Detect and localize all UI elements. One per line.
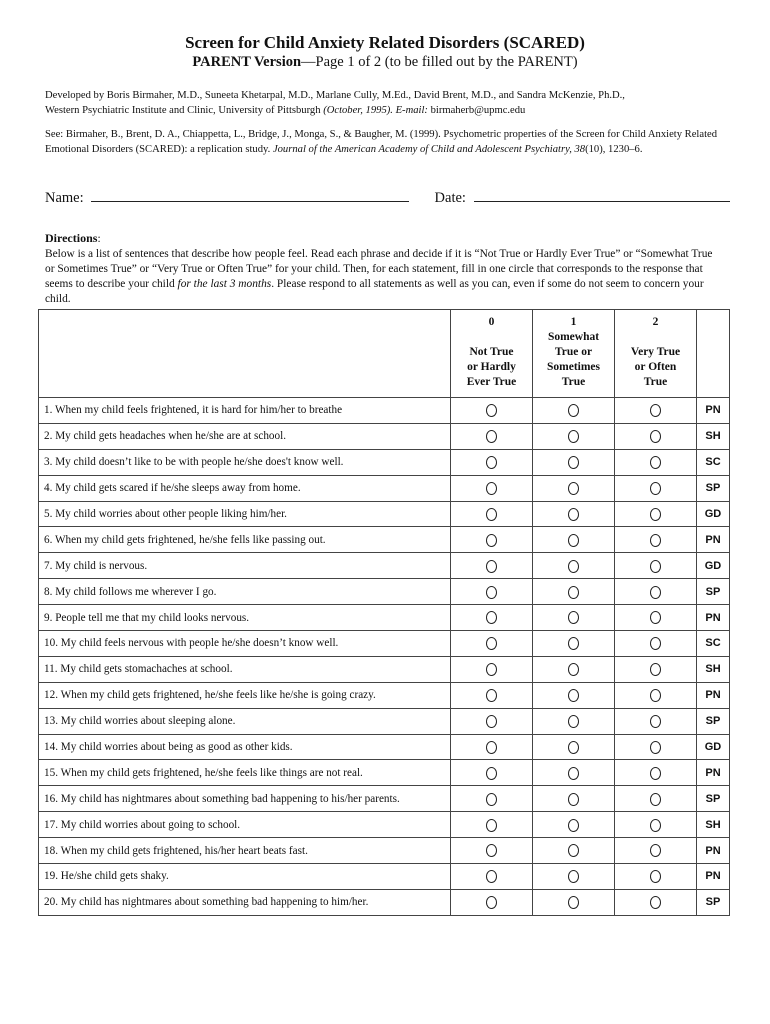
response-circle-1[interactable] (568, 793, 579, 806)
response-circle-1[interactable] (568, 689, 579, 702)
table-row (39, 553, 730, 579)
response-circle-2[interactable] (650, 663, 661, 676)
response-cell (615, 527, 697, 553)
response-cell (533, 708, 615, 734)
response-column-header (451, 310, 533, 398)
response-cell (533, 475, 615, 501)
table-row (39, 475, 730, 501)
response-cell (615, 553, 697, 579)
table-row (39, 398, 730, 424)
response-cell (533, 656, 615, 682)
table-row (39, 579, 730, 605)
response-circle-2[interactable] (650, 611, 661, 624)
response-circle-2[interactable] (650, 560, 661, 573)
subscale-code: SP (697, 786, 730, 812)
question-text: 6. When my child gets frightened, he/she fells like passing out. (39, 527, 451, 553)
directions (45, 231, 715, 307)
response-cell (615, 605, 697, 631)
response-label-line: Ever True (466, 376, 517, 388)
credits-date: (October, 1995). E-mail: (323, 104, 428, 116)
response-circle-2[interactable] (650, 534, 661, 547)
question-text: 5. My child worries about other people liking him/her. (39, 501, 451, 527)
table-row (39, 889, 730, 915)
response-cell (451, 786, 533, 812)
response-cell (615, 786, 697, 812)
table-row (39, 501, 730, 527)
response-cell (533, 786, 615, 812)
subscale-code: SH (697, 812, 730, 838)
response-circle-1[interactable] (568, 715, 579, 728)
response-cell (615, 864, 697, 890)
response-cell (615, 398, 697, 424)
subscale-code: SP (697, 579, 730, 605)
response-cell (533, 631, 615, 657)
response-circle-1[interactable] (568, 870, 579, 883)
response-circle-2[interactable] (650, 715, 661, 728)
response-label-line: Not True (469, 346, 514, 358)
response-cell (451, 889, 533, 915)
table-row (39, 656, 730, 682)
question-column-header (39, 310, 451, 398)
credits (45, 89, 735, 118)
response-circle-2[interactable] (650, 741, 661, 754)
response-circle-0[interactable] (486, 793, 497, 806)
response-circle-2[interactable] (650, 896, 661, 909)
response-cell (451, 812, 533, 838)
response-cell (451, 734, 533, 760)
response-circle-1[interactable] (568, 611, 579, 624)
response-cell (533, 527, 615, 553)
response-cell (451, 838, 533, 864)
question-text: 11. My child gets stomachaches at school. (39, 656, 451, 682)
response-cell (533, 734, 615, 760)
questionnaire-table (38, 309, 730, 916)
response-cell (451, 708, 533, 734)
response-circle-2[interactable] (650, 819, 661, 832)
response-cell (451, 553, 533, 579)
response-score: 1 (570, 316, 577, 328)
table-row (39, 760, 730, 786)
table-row (39, 864, 730, 890)
response-circle-2[interactable] (650, 586, 661, 599)
response-circle-1[interactable] (568, 637, 579, 650)
response-cell (533, 449, 615, 475)
directions-text-end: . Please respond to all statements as well as you can, even if some do not seem to concern your child. (45, 278, 704, 305)
name-label: Name: (45, 190, 84, 206)
table-row (39, 527, 730, 553)
response-circle-1[interactable] (568, 430, 579, 443)
response-circle-0[interactable] (486, 741, 497, 754)
table-row (39, 682, 730, 708)
question-text: 3. My child doesn’t like to be with people he/she does't know well. (39, 449, 451, 475)
response-circle-0[interactable] (486, 663, 497, 676)
response-column-header (533, 310, 615, 398)
response-cell (615, 838, 697, 864)
response-label-line: Sometimes (546, 361, 600, 373)
response-cell (451, 631, 533, 657)
question-text: 14. My child worries about being as good as other kids. (39, 734, 451, 760)
response-circle-2[interactable] (650, 637, 661, 650)
response-cell (615, 760, 697, 786)
response-circle-0[interactable] (486, 560, 497, 573)
question-text: 10. My child feels nervous with people he/she doesn’t know well. (39, 631, 451, 657)
question-text: 8. My child follows me wherever I go. (39, 579, 451, 605)
response-cell (451, 527, 533, 553)
subscale-code: SP (697, 889, 730, 915)
directions-colon: : (97, 233, 101, 245)
response-cell (615, 501, 697, 527)
response-circle-0[interactable] (486, 456, 497, 469)
credits-authors: Developed by Boris Birmaher, M.D., Suneeta Khetarpal, M.D., Marlane Cully, M.Ed., David Brent, M.D., and Sandra McKenzie, Ph.D., (45, 90, 625, 101)
response-cell (615, 631, 697, 657)
response-label-line: Very True (630, 346, 681, 358)
response-circle-2[interactable] (650, 844, 661, 857)
response-label-line: True or (554, 346, 593, 358)
subscale-code: PN (697, 527, 730, 553)
subscale-code: PN (697, 760, 730, 786)
subscale-code: PN (697, 838, 730, 864)
directions-heading: Directions (45, 231, 98, 245)
response-cell (533, 553, 615, 579)
citation-journal: Journal of the American Academy of Child and Adolescent Psychiatry, 38 (272, 143, 586, 155)
response-cell (451, 501, 533, 527)
response-circle-1[interactable] (568, 456, 579, 469)
subscale-code: GD (697, 501, 730, 527)
response-column-header (615, 310, 697, 398)
response-cell (533, 682, 615, 708)
citation (45, 128, 735, 157)
response-cell (615, 449, 697, 475)
response-cell (533, 760, 615, 786)
response-label-line: True (643, 376, 668, 388)
response-circle-1[interactable] (568, 896, 579, 909)
response-circle-0[interactable] (486, 534, 497, 547)
response-circle-1[interactable] (568, 767, 579, 780)
citation-pages: (10), 1230–6. (585, 143, 643, 155)
table-row (39, 449, 730, 475)
response-circle-1[interactable] (568, 586, 579, 599)
response-circle-0[interactable] (486, 819, 497, 832)
question-text: 2. My child gets headaches when he/she are at school. (39, 423, 451, 449)
name-field[interactable] (91, 187, 409, 202)
response-circle-1[interactable] (568, 482, 579, 495)
question-text: 17. My child worries about going to school. (39, 812, 451, 838)
response-circle-0[interactable] (486, 689, 497, 702)
response-cell (533, 605, 615, 631)
question-text: 19. He/she child gets shaky. (39, 864, 451, 890)
table-row (39, 734, 730, 760)
response-cell (615, 579, 697, 605)
table-header-row (39, 310, 730, 398)
response-cell (615, 423, 697, 449)
response-circle-2[interactable] (650, 430, 661, 443)
response-cell (615, 812, 697, 838)
response-circle-2[interactable] (650, 508, 661, 521)
subscale-code: SP (697, 475, 730, 501)
response-circle-2[interactable] (650, 870, 661, 883)
response-cell (451, 656, 533, 682)
response-cell (615, 734, 697, 760)
response-cell (533, 423, 615, 449)
response-circle-2[interactable] (650, 482, 661, 495)
question-text: 9. People tell me that my child looks nervous. (39, 605, 451, 631)
response-circle-0[interactable] (486, 586, 497, 599)
response-cell (615, 475, 697, 501)
code-column-header (697, 310, 730, 398)
response-cell (451, 475, 533, 501)
table-row (39, 838, 730, 864)
response-circle-2[interactable] (650, 793, 661, 806)
subtitle-version: PARENT Version (192, 54, 302, 70)
response-score: 0 (488, 316, 495, 328)
response-circle-2[interactable] (650, 767, 661, 780)
question-text: 20. My child has nightmares about something bad happening to him/her. (39, 889, 451, 915)
question-text: 12. When my child gets frightened, he/she feels like he/she is going crazy. (39, 682, 451, 708)
response-label-line: Somewhat (547, 331, 600, 343)
response-label-line: or Often (634, 361, 677, 373)
date-field[interactable] (474, 187, 730, 202)
subscale-code: SP (697, 708, 730, 734)
table-row (39, 631, 730, 657)
subscale-code: PN (697, 605, 730, 631)
response-cell (451, 423, 533, 449)
response-circle-1[interactable] (568, 404, 579, 417)
subscale-code: PN (697, 398, 730, 424)
table-row (39, 423, 730, 449)
response-circle-2[interactable] (650, 689, 661, 702)
question-text: 13. My child worries about sleeping alone. (39, 708, 451, 734)
question-text: 18. When my child gets frightened, his/her heart beats fast. (39, 838, 451, 864)
subscale-code: SH (697, 656, 730, 682)
response-cell (451, 449, 533, 475)
name-date-row (45, 187, 735, 207)
response-circle-0[interactable] (486, 611, 497, 624)
subscale-code: PN (697, 864, 730, 890)
response-circle-1[interactable] (568, 819, 579, 832)
subscale-code: SH (697, 423, 730, 449)
response-circle-0[interactable] (486, 508, 497, 521)
response-circle-0[interactable] (486, 715, 497, 728)
question-text: 16. My child has nightmares about something bad happening to his/her parents. (39, 786, 451, 812)
table-row (39, 605, 730, 631)
table-row (39, 708, 730, 734)
response-circle-0[interactable] (486, 637, 497, 650)
response-circle-1[interactable] (568, 560, 579, 573)
citation-text: See: Birmaher, B., Brent, D. A., Chiappetta, L., Bridge, J., Monga, S., & Baugher, M. (1999). Psychometric properties of the Screen for Child Anxiety Related Emotional Disorders (SCARED): a replication study. (45, 129, 718, 155)
response-circle-0[interactable] (486, 896, 497, 909)
response-circle-0[interactable] (486, 430, 497, 443)
response-circle-0[interactable] (486, 404, 497, 417)
response-circle-1[interactable] (568, 534, 579, 547)
response-circle-0[interactable] (486, 482, 497, 495)
response-circle-2[interactable] (650, 404, 661, 417)
table-row (39, 812, 730, 838)
response-cell (533, 579, 615, 605)
response-cell (451, 682, 533, 708)
subscale-code: SC (697, 449, 730, 475)
directions-timeframe: for the last 3 months (177, 278, 272, 290)
response-circle-1[interactable] (568, 508, 579, 521)
response-cell (615, 889, 697, 915)
credits-email: birmaherb@upmc.edu (427, 104, 526, 116)
question-text: 7. My child is nervous. (39, 553, 451, 579)
page-subtitle (0, 54, 770, 71)
response-cell (451, 579, 533, 605)
question-text: 1. When my child feels frightened, it is hard for him/her to breathe (39, 398, 451, 424)
response-cell (533, 889, 615, 915)
question-text: 15. When my child gets frightened, he/she feels like things are not real. (39, 760, 451, 786)
response-circle-1[interactable] (568, 844, 579, 857)
page-title: Screen for Child Anxiety Related Disorders (SCARED) (185, 33, 585, 52)
response-label-line: True (561, 376, 586, 388)
response-circle-2[interactable] (650, 456, 661, 469)
response-circle-1[interactable] (568, 663, 579, 676)
subscale-code: GD (697, 734, 730, 760)
credits-institution: Western Psychiatric Institute and Clinic, University of Pittsburgh (45, 104, 324, 116)
question-text: 4. My child gets scared if he/she sleeps away from home. (39, 475, 451, 501)
response-score: 2 (652, 316, 659, 328)
subscale-code: SC (697, 631, 730, 657)
response-cell (451, 605, 533, 631)
response-cell (615, 656, 697, 682)
response-cell (533, 812, 615, 838)
subscale-code: GD (697, 553, 730, 579)
table-row (39, 786, 730, 812)
response-circle-1[interactable] (568, 741, 579, 754)
response-circle-0[interactable] (486, 844, 497, 857)
response-cell (451, 864, 533, 890)
directions-text: Below is a list of sentences that describe how people feel. Read each phrase and decide if it is “Not True or Hardly Ever True” or “Somewhat True or Sometimes True” or “Very True or Often True” for your child. Then, for each statement, fill in one circle that corresponds to the response that seems to describe your child (45, 248, 713, 290)
response-cell (615, 708, 697, 734)
response-cell (533, 398, 615, 424)
response-cell (533, 864, 615, 890)
response-cell (451, 398, 533, 424)
response-cell (533, 838, 615, 864)
subscale-code: PN (697, 682, 730, 708)
response-circle-0[interactable] (486, 870, 497, 883)
response-label-line: or Hardly (467, 361, 516, 373)
response-circle-0[interactable] (486, 767, 497, 780)
subtitle-page-info: —Page 1 of 2 (to be filled out by the PARENT) (301, 54, 578, 70)
response-cell (615, 682, 697, 708)
date-label: Date: (434, 190, 466, 206)
response-cell (451, 760, 533, 786)
response-cell (533, 501, 615, 527)
